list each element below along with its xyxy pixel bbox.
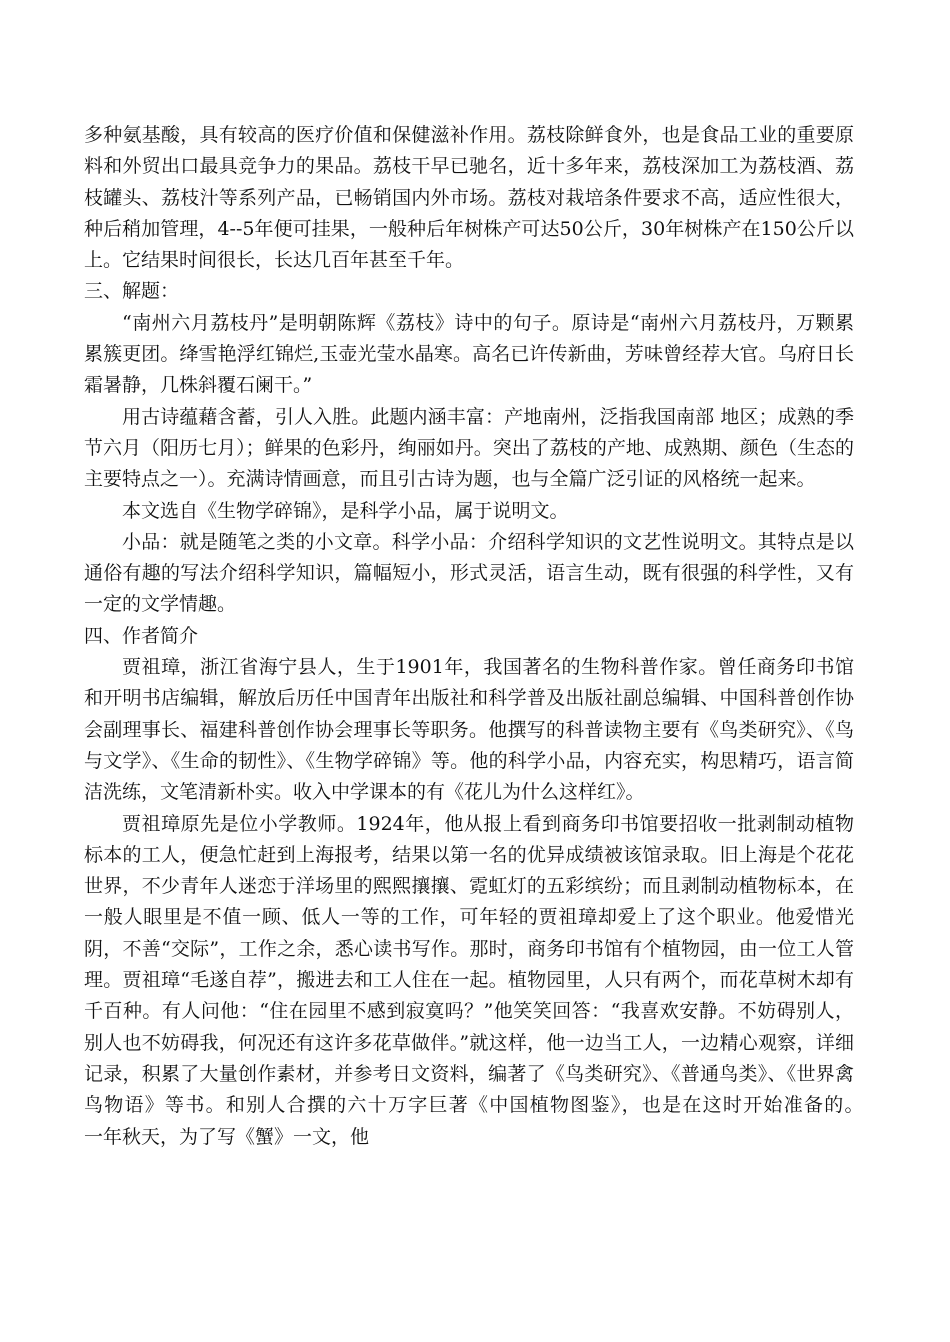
body-paragraph: “南州六月荔枝丹”是明朝陈辉《荔枝》诗中的句子。原诗是“南州六月荔枝丹，万颗累累簇更团。绛雪艳浮红锦烂,玉壶光莹水晶寒。高名已许传新曲，芳味曾经荐大官。乌府日长霜暑静，几株斜覆石阑干。” [84, 311, 854, 397]
document-page [84, 120, 893, 1153]
body-paragraph: 小品：就是随笔之类的小文章。科学小品：介绍科学知识的文艺性说明文。其特点是以通俗有趣的写法介绍科学知识，篇幅短小，形式灵活，语言生动，既有很强的科学性，又有一定的文学情趣。 [84, 530, 854, 616]
body-paragraph: 用古诗蕴藉含蓄，引人入胜。此题内涵丰富：产地南州，泛指我国南部 地区；成熟的季节六月（阳历七月）；鲜果的色彩丹，绚丽如丹。突出了荔枝的产地、成熟期、颜色（生态的主要特点之一）。充满诗情画意，而且引古诗为题，也与全篇广泛引证的风格统一起来。 [84, 405, 854, 491]
body-paragraph: 多种氨基酸，具有较高的医疗价值和保健滋补作用。荔枝除鲜食外，也是食品工业的重要原料和外贸出口最具竞争力的果品。荔枝干早已驰名，近十多年来，荔枝深加工为荔枝酒、荔枝罐头、荔枝汁等系列产品，已畅销国内外市场。荔枝对栽培条件要求不高，适应性很大，种后稍加管理，4--5年便可挂果，一般种后年树株产可达50公斤，30年树株产在150公斤以上。它结果时间很长，长达几百年甚至千年。 [84, 124, 854, 272]
section-heading-jieti: 三、解题： [84, 280, 180, 303]
body-paragraph: 贾祖璋，浙江省海宁县人，生于1901年，我国著名的生物科普作家。曾任商务印书馆和开明书店编辑，解放后历任中国青年出版社和科学普及出版社副总编辑、中国科普创作协会副理事长、福建科普创作协会理事长等职务。他撰写的科普读物主要有《鸟类研究》、《鸟与文学》、《生命的韧性》、《生物学碎锦》等。他的科学小品，内容充实，构思精巧，语言简洁洗练，文笔清新朴实。收入中学课本的有《花儿为什么这样红》。 [84, 656, 854, 804]
body-paragraph: 贾祖璋原先是位小学教师。1924年，他从报上看到商务印书馆要招收一批剥制动植物标本的工人，便急忙赶到上海报考，结果以第一名的优异成绩被该馆录取。旧上海是个花花世界，不少青年人迷恋于洋场里的熙熙攘攘、霓虹灯的五彩缤纷；而且剥制动植物标本，在一般人眼里是不值一顾、低人一等的工作，可年轻的贾祖璋却爱上了这个职业。他爱惜光阴，不善“交际”，工作之余，悉心读书写作。那时，商务印书馆有个植物园，由一位工人管理。贾祖璋“毛遂自荐”，搬进去和工人住在一起。植物园里，人只有两个，而花草树木却有千百种。有人问他：“住在园里不感到寂寞吗？”他笑笑回答：“我喜欢安静。不妨碍别人，别人也不妨碍我，何况还有这许多花草做伴。”就这样，他一边当工人，一边精心观察，详细记录，积累了大量创作素材，并参考日文资料，编著了《鸟类研究》、《普通鸟类》、《世界禽鸟物语》等书。和别人合撰的六十万字巨著《中国植物图鉴》，也是在这时开始准备的。 一年秋天，为了写《蟹》一文，他 [84, 812, 893, 1148]
body-paragraph: 本文选自《生物学碎锦》，是科学小品，属于说明文。 [122, 499, 569, 522]
section-heading-author: 四、作者简介 [84, 624, 199, 647]
